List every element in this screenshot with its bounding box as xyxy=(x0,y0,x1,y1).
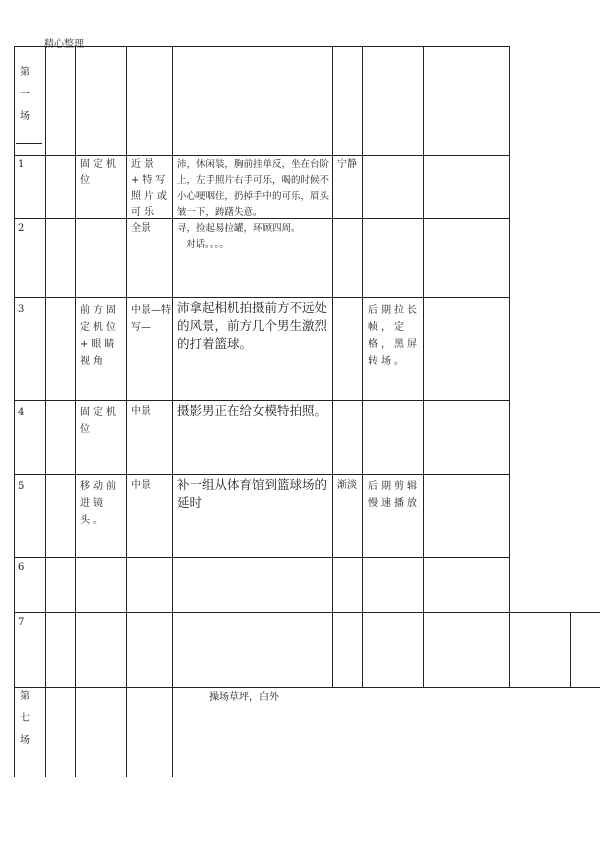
row2-content-line2: 对话。。。。 xyxy=(186,239,229,250)
row4-camera: 固定机位 xyxy=(80,407,119,435)
row5-camera: 移动前进镜头。 xyxy=(80,481,119,526)
row4-shot: 中景 xyxy=(131,406,151,417)
row1-music: 宁静 xyxy=(337,159,357,170)
row3-number: 3 xyxy=(18,304,25,315)
row2-shot: 全景 xyxy=(131,223,151,234)
row4-number: 4 xyxy=(18,407,25,418)
row3-note: 后期拉长帧，定格，黑屏转场。 xyxy=(368,305,420,367)
row4-content: 摄影男正在给女模特拍照。 xyxy=(177,403,328,418)
scene1-label: 第 一 场 xyxy=(20,67,30,122)
row1-camera: 固定机位 xyxy=(80,159,119,186)
scene7-location: 操场草坪，白外 xyxy=(209,692,279,703)
row1-number: 1 xyxy=(18,159,25,170)
page-header: 精心整理 xyxy=(44,39,84,50)
row3-content: 沛拿起相机拍摄前方不远处的风景，前方几个男生激烈的打着篮球。 xyxy=(177,300,328,351)
row6-number: 6 xyxy=(18,562,25,573)
row2-number: 2 xyxy=(18,223,25,234)
row5-content: 补一组从体育馆到篮球场的延时 xyxy=(177,477,328,510)
scene7-label: 第 七 场 xyxy=(20,691,30,746)
row5-music: 渐淡 xyxy=(337,480,357,491)
row5-number: 5 xyxy=(18,481,25,492)
row3-camera: 前方固定机位+眼睛视角 xyxy=(80,305,119,367)
row5-shot: 中景 xyxy=(131,480,151,491)
row2-content-line1: 寻，捡起易拉罐，环顾四周。 xyxy=(177,223,301,234)
row3-shot: 中景—特写— xyxy=(131,305,171,333)
row1-content: 沛，休闲装，胸前挂单反，坐在台阶上，左手照片右手可乐，喝的时候不小心哽咽住，扔掉手中的可乐，眉头皱一下，踌躇失意。 xyxy=(177,159,330,218)
row5-note: 后期剪辑慢速播放 xyxy=(368,481,420,509)
row7-number: 7 xyxy=(18,617,25,628)
row1-shot: 近景+特写照片或可乐 xyxy=(131,159,170,218)
